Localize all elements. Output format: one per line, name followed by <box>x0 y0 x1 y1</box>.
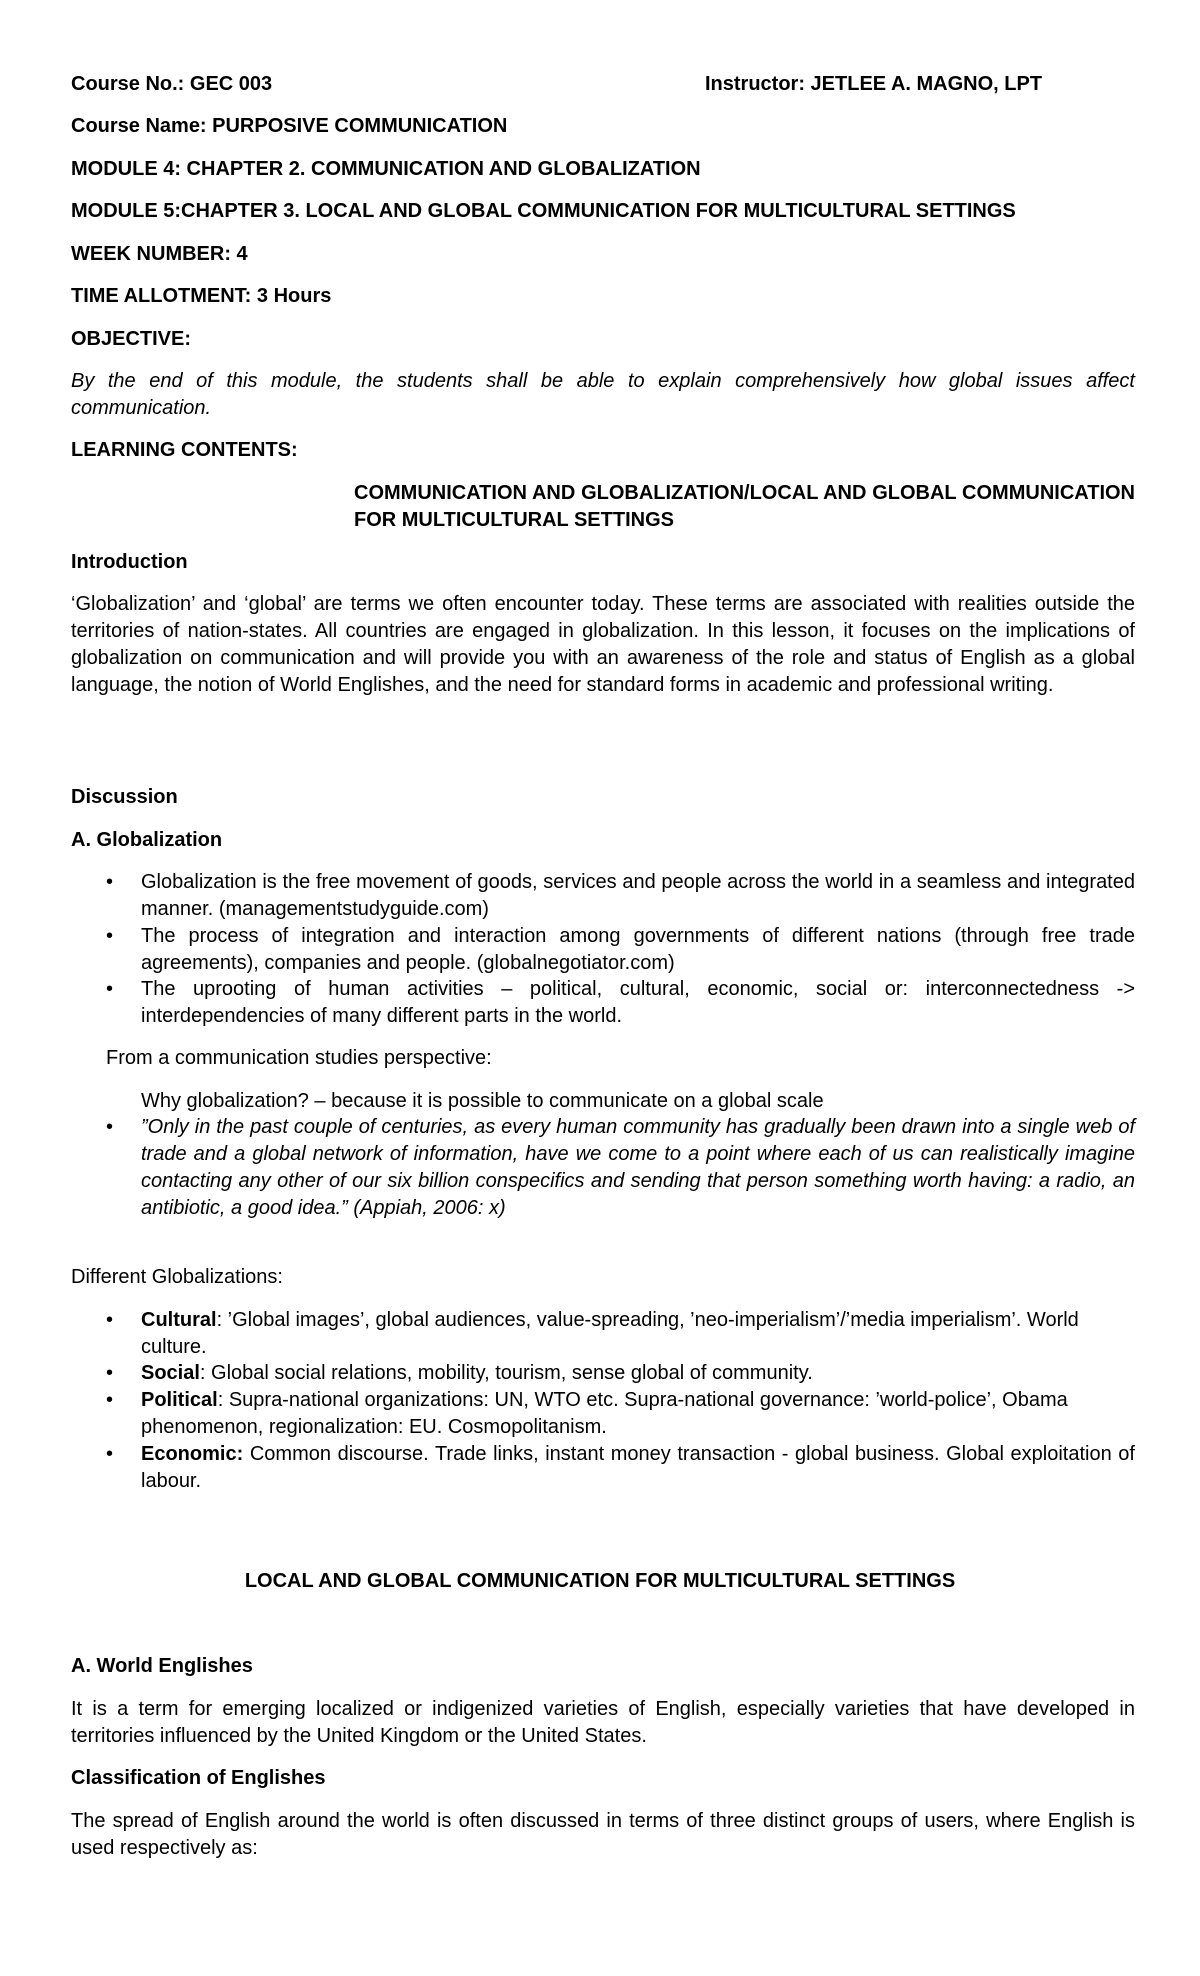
world-englishes-text: It is a term for emerging localized or indigenized varieties of English, especially varieties that have developed in territories influenced by the United Kingdom or the United States. <box>71 1698 1135 1747</box>
list-item: The uprooting of human activities – political, cultural, economic, social or: interconnectedness -> interdependencies of many different parts in the world. <box>141 978 1135 1027</box>
list-item: The process of integration and interaction among governments of different nations (through free trade agreements), companies and people. (globalnegotiator.com) <box>141 925 1135 974</box>
local-global-title: LOCAL AND GLOBAL COMMUNICATION FOR MULTICULTURAL SETTINGS <box>244 1570 956 1592</box>
introduction-text: ‘Globalization’ and ‘global’ are terms we often encounter today. These terms are associated with realities outside the territories of nation-states. All countries are engaged in globalization. In this lesson, it focuses on the implications of globalization on communication and will provide you with an awareness of the role and status of English as a global language, the notion of World Englishes, and the need for standard forms in academic and professional writing. <box>71 593 1135 696</box>
topic-title: COMMUNICATION AND GLOBALIZATION/LOCAL AND GLOBAL COMMUNICATION FOR MULTICULTURAL SETTINGS <box>354 482 1135 531</box>
time-allotment: TIME ALLOTMENT: 3 Hours <box>71 285 332 307</box>
course-name: Course Name: PURPOSIVE COMMUNICATION <box>71 115 508 137</box>
bullet-dot: • <box>106 1389 114 1411</box>
list-item <box>141 1441 1135 1495</box>
week-number: WEEK NUMBER: 4 <box>71 243 248 265</box>
appiah-quote: ”Only in the past couple of centuries, as every human community has gradually been drawn into a single web of trade and a global network of information, have we come to a point where each of us can realistically imagine contacting any other of our six billion conspecifics and sending that person something worth having: a radio, an antibiotic, a good idea.” (Appiah, 2006: x) <box>141 1116 1135 1219</box>
module5-heading: MODULE 5:CHAPTER 3. LOCAL AND GLOBAL COMMUNICATION FOR MULTICULTURAL SETTINGS <box>71 200 1016 222</box>
objective-text: By the end of this module, the students shall be able to explain comprehensively how global issues affect communication. <box>71 370 1135 419</box>
term-label: Political <box>141 1389 218 1411</box>
term-description: : Global social relations, mobility, tourism, sense global of community. <box>199 1362 813 1384</box>
introduction-heading: Introduction <box>71 551 188 573</box>
list-item <box>141 1360 1135 1387</box>
classification-heading: Classification of Englishes <box>71 1767 326 1789</box>
module4-heading: MODULE 4: CHAPTER 2. COMMUNICATION AND GLOBALIZATION <box>71 158 701 180</box>
term-description: : Supra-national organizations: UN, WTO etc. Supra-national governance: ’world-police’, Obama phenomenon, regionalization: EU. Cosmopolitanism. <box>141 1389 1068 1438</box>
term-label: Economic: <box>141 1443 244 1465</box>
course-no: Course No.: GEC 003 <box>71 73 273 95</box>
term-description: Common discourse. Trade links, instant money transaction - global business. Global exploitation of labour. <box>141 1443 1135 1492</box>
bullet-dot: • <box>106 925 114 947</box>
classification-text: The spread of English around the world is often discussed in terms of three distinct groups of users, where English is used respectively as: <box>71 1810 1135 1859</box>
term-description: : ’Global images’, global audiences, value-spreading, ’neo-imperialism’/’media imperialism’. World culture. <box>141 1309 1079 1358</box>
different-globalizations-label: Different Globalizations: <box>71 1266 283 1288</box>
world-englishes-heading: A. World Englishes <box>71 1655 253 1677</box>
bullet-dot: • <box>106 1309 114 1331</box>
discussion-heading: Discussion <box>71 786 178 808</box>
bullet-dot: • <box>106 871 114 893</box>
term-label: Cultural <box>141 1309 217 1331</box>
bullet-dot: • <box>106 1443 114 1465</box>
objective-label: OBJECTIVE: <box>71 328 192 350</box>
learning-contents-label: LEARNING CONTENTS: <box>71 439 298 461</box>
list-item <box>141 1307 1101 1361</box>
list-item: Globalization is the free movement of goods, services and people across the world in a seamless and integrated manner. (managementstudyguide.com) <box>141 871 1135 920</box>
why-globalization: Why globalization? – because it is possible to communicate on a global scale <box>141 1090 824 1112</box>
perspective-text: From a communication studies perspective: <box>106 1047 492 1069</box>
bullet-dot: • <box>106 1362 114 1384</box>
term-label: Social <box>141 1362 200 1384</box>
globalization-heading: A. Globalization <box>71 829 223 851</box>
list-item <box>141 1387 1101 1441</box>
bullet-dot: • <box>106 1116 114 1138</box>
bullet-dot: • <box>106 978 114 1000</box>
instructor: Instructor: JETLEE A. MAGNO, LPT <box>705 73 1043 95</box>
